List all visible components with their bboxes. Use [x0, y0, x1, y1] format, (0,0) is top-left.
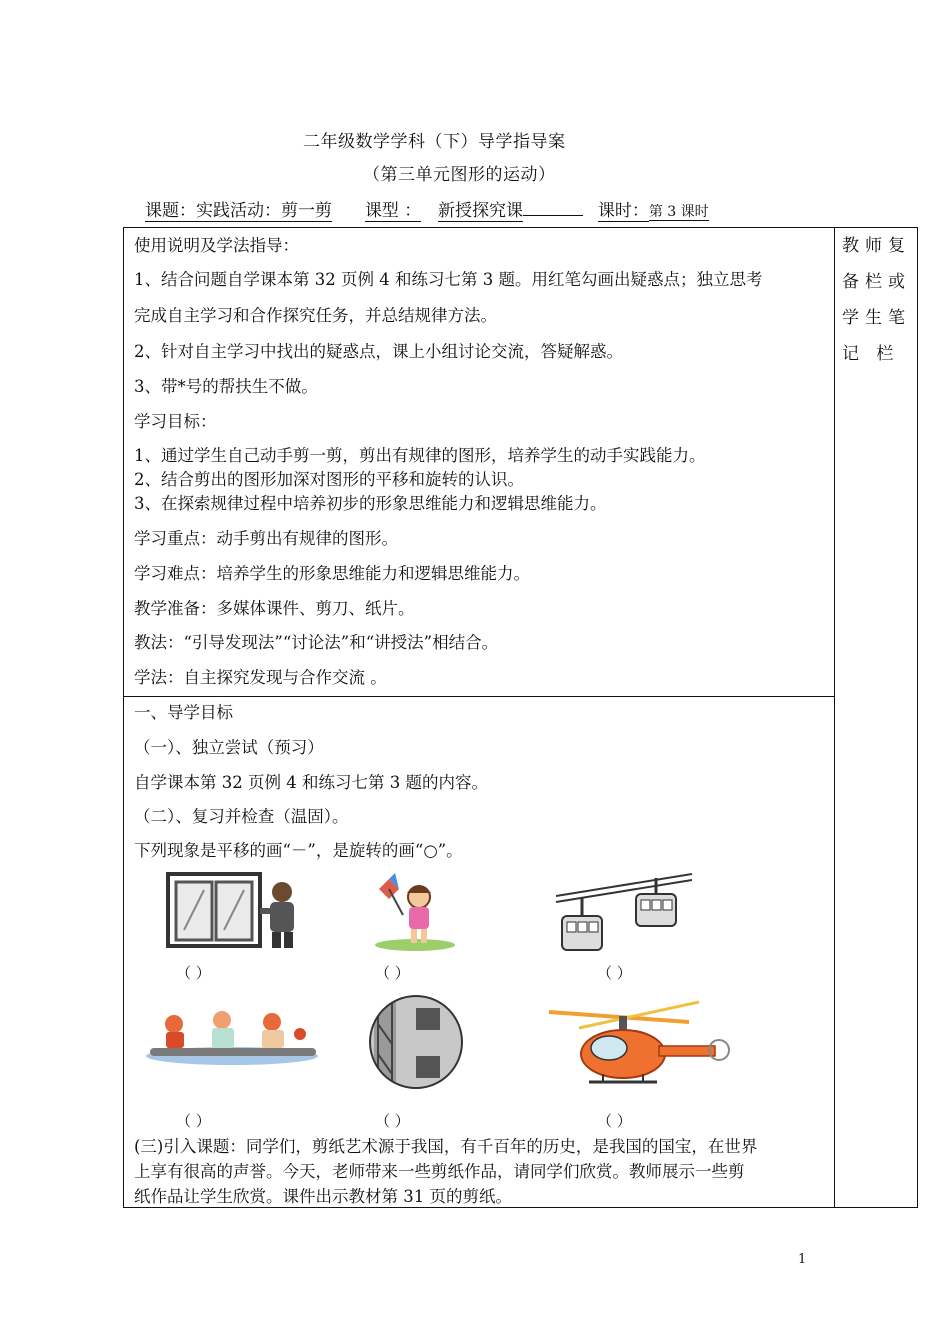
- page-number: 1: [798, 1252, 807, 1267]
- elevator-picture-icon: [366, 994, 466, 1090]
- guide-section-1: 一、导学目标: [134, 703, 233, 722]
- notes-line: 记 栏: [842, 344, 900, 364]
- instruction-1b: 完成自主学习和合作探究任务，并总结规律方法。: [134, 306, 497, 325]
- lesson-meta: [145, 196, 709, 221]
- cable-car-picture-icon: [556, 864, 692, 960]
- guide-part-3c: 纸作品让学生欣赏。课件出示教材第 31 页的剪纸。: [134, 1187, 512, 1206]
- answer-blank[interactable]: （ ）: [597, 964, 632, 982]
- instruction-1a: 1、结合问题自学课本第 32 页例 4 和练习七第 3 题。用红笔勾画出疑惑点；独立思考: [134, 270, 763, 289]
- guide-part-3b: 上享有很高的声誉。今天，老师带来一些剪纸作品，请同学们欣赏。教师展示一些剪: [134, 1162, 745, 1181]
- goal-2: 2、结合剪出的图形加深对图形的平移和旋转的认识。: [134, 470, 524, 489]
- instruction-text: 下列现象是平移的画“－”，是旋转的画“: [134, 841, 424, 860]
- guide-part-2-text: [134, 837, 463, 861]
- answer-blank[interactable]: （ ）: [176, 1112, 211, 1130]
- period-value: 第 3 课时: [648, 204, 709, 220]
- instructions-heading: 使用说明及学法指导：: [134, 236, 299, 255]
- teaching-method: 教法：“引导发现法”“讨论法”和“讲授法”相结合。: [134, 633, 499, 652]
- answer-blank[interactable]: （ ）: [597, 1112, 632, 1130]
- learning-focus: 学习重点：动手剪出有规律的图形。: [134, 529, 398, 548]
- main-table: [123, 227, 918, 1208]
- teaching-preparation: 教学准备：多媒体课件、剪刀、纸片。: [134, 599, 415, 618]
- notes-column-label: [842, 228, 914, 372]
- instruction-end: ”。: [437, 841, 463, 860]
- rotation-symbol-icon: ○: [423, 841, 438, 860]
- period-label: 课时：: [597, 201, 649, 221]
- pinwheel-girl-picture-icon: [369, 871, 461, 951]
- type-value: 新授探究课: [438, 201, 524, 221]
- notes-line: 学生笔: [842, 308, 911, 328]
- row-divider: [124, 696, 834, 697]
- answer-blank[interactable]: （ ）: [375, 964, 410, 982]
- helicopter-picture-icon: [539, 996, 755, 1092]
- goal-1: 1、通过学生自己动手剪一剪，剪出有规律的图形，培养学生的动手实践能力。: [134, 446, 706, 465]
- guide-part-3a: (三)引入课题：同学们，剪纸艺术源于我国，有千百年的历史，是我国的国宝，在世界: [134, 1137, 758, 1156]
- column-divider: [834, 228, 835, 1207]
- topic-value: 实践活动：剪一剪: [196, 201, 332, 221]
- topic-label: 课题：: [145, 201, 196, 221]
- notes-line: 备栏或: [842, 272, 911, 292]
- goals-heading: 学习目标：: [134, 412, 217, 431]
- learning-method: 学法：自主探究发现与合作交流 。: [134, 668, 387, 687]
- doc-subtitle: （第三单元图形的运动）: [363, 165, 556, 185]
- conveyor-picture-icon: [140, 996, 326, 1070]
- goal-3: 3、在探索规律过程中培养初步的形象思维能力和逻辑思维能力。: [134, 494, 607, 513]
- instruction-2: 2、针对自主学习中找出的疑惑点，课上小组讨论交流，答疑解惑。: [134, 342, 623, 361]
- guide-part-1-text: 自学课本第 32 页例 4 和练习七第 3 题的内容。: [134, 773, 488, 792]
- doc-title: 二年级数学学科（下）导学指导案: [303, 132, 566, 152]
- type-label: 课型 ：: [364, 201, 422, 221]
- instruction-3: 3、带*号的帮扶生不做。: [134, 377, 318, 396]
- notes-line: 教师复: [842, 236, 911, 256]
- guide-part-1: （一）、独立尝试（预习）: [134, 738, 324, 757]
- learning-difficulty: 学习难点：培养学生的形象思维能力和逻辑思维能力。: [134, 564, 530, 583]
- guide-part-2: （二）、复习并检查（温固）。: [134, 807, 349, 826]
- answer-blank[interactable]: （ ）: [375, 1112, 410, 1130]
- sliding-window-picture-icon: [164, 870, 304, 952]
- answer-blank[interactable]: （ ）: [176, 964, 211, 982]
